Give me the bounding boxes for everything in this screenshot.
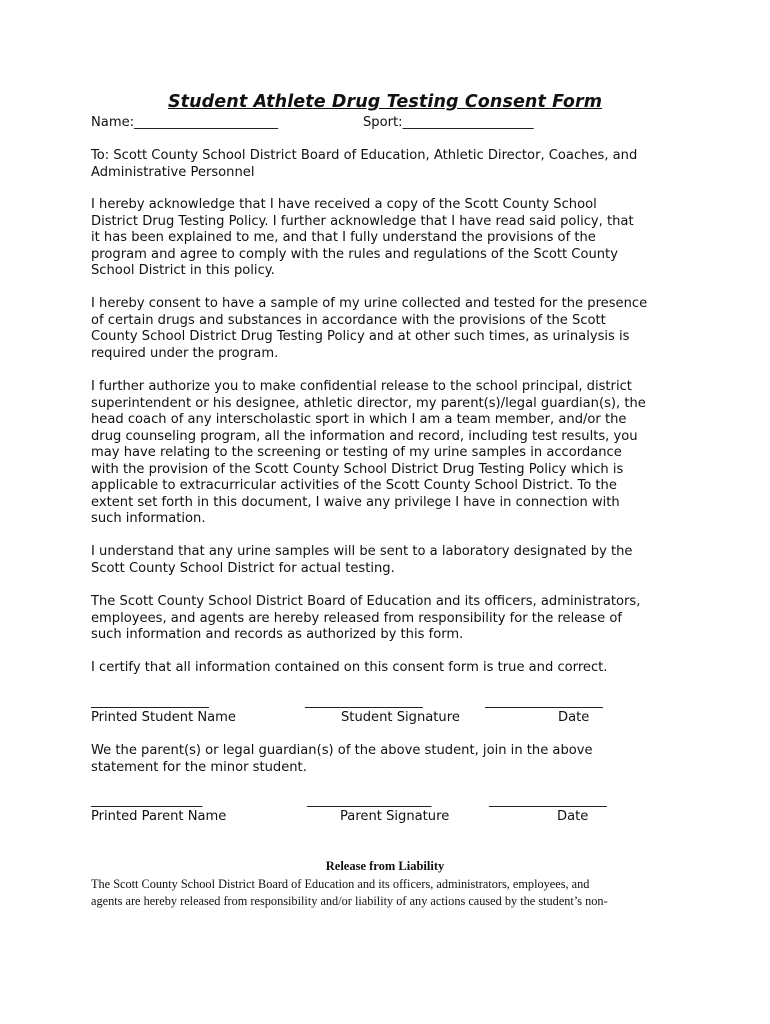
student-signature-line[interactable]: __________________ <box>305 694 423 709</box>
release-paragraph: The Scott County School District Board of Education and its officers, administrators, employees, and agents are hereby released from responsibility for the release of such information and records as authorized by this form. <box>91 594 641 643</box>
student-name-label: Printed Student Name <box>91 710 236 725</box>
form-title: Student Athlete Drug Testing Consent Form <box>167 92 603 112</box>
parent-statement-paragraph: We the parent(s) or legal guardian(s) of the above student, join in the above statement for the minor student. <box>91 743 593 775</box>
parent-name-line[interactable]: _________________ <box>91 793 203 808</box>
parent-date-label: Date <box>557 809 589 824</box>
parent-date-line[interactable]: __________________ <box>489 793 607 808</box>
student-date-line[interactable]: __________________ <box>485 694 603 709</box>
sport-field[interactable]: Sport:____________________ <box>363 115 534 130</box>
student-date-label: Date <box>558 710 590 725</box>
certification-paragraph: I certify that all information contained on this consent form is true and correct. <box>91 660 608 675</box>
laboratory-paragraph: I understand that any urine samples will be sent to a laboratory designated by the Scott County School District for actual testing. <box>91 544 633 576</box>
consent-paragraph: I hereby consent to have a sample of my urine collected and tested for the presence of certain drugs and substances in accordance with the provisions of the Scott County School District Drug Testing Policy and at other such times, as urinalysis is required under the program. <box>91 296 648 361</box>
parent-signature-label: Parent Signature <box>340 809 450 824</box>
student-signature-label: Student Signature <box>341 710 460 725</box>
authorization-paragraph: I further authorize you to make confidential release to the school principal, district superintendent or his designee, athletic director, my parent(s)/legal guardian(s), the head coach of any interscholastic sport in which I am a team member, and/or the drug counseling program, all the information and record, including test results, you may have relating to the screening or testing of my urine samples in accordance with the provision of the Scott County School District Drug Testing Policy which is applicable to extracurricular activities of the Scott County School District. To the extent set forth in this document, I waive any privilege I have in connection with such information. <box>91 379 646 527</box>
release-text: The Scott County School District Board of Education and its officers, administrators, employees, and agents are hereby released from responsibility and/or liability of any actions caused by the student’s non- <box>91 877 608 908</box>
name-field[interactable]: Name:______________________ <box>91 115 279 130</box>
parent-name-label: Printed Parent Name <box>91 809 227 824</box>
acknowledgement-paragraph: I hereby acknowledge that I have received a copy of the Scott County School District Drug Testing Policy. I further acknowledge that I have read said policy, that it has been explained to me, and that I fully understand the provisions of the program and agree to comply with the rules and regulations of the Scott County School District in this policy. <box>91 197 634 279</box>
student-name-line[interactable]: __________________ <box>91 694 209 709</box>
release-heading: Release from Liability <box>325 859 445 873</box>
addressee-line: To: Scott County School District Board of Education, Athletic Director, Coaches, and Administrative Personnel <box>91 148 638 180</box>
parent-signature-line[interactable]: ___________________ <box>307 793 432 808</box>
